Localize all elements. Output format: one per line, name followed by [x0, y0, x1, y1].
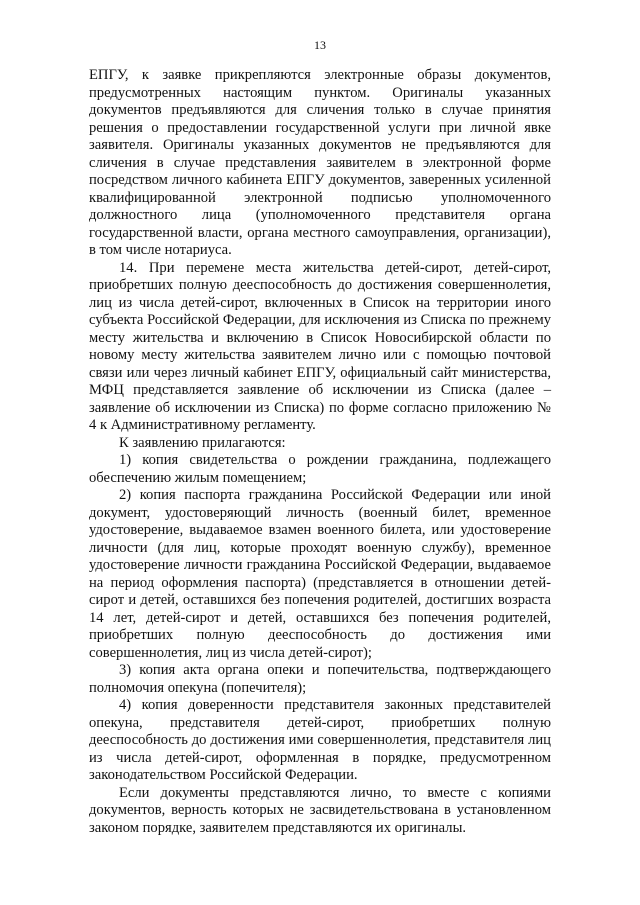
- list-item-1: 1) копия свидетельства о рождении гражданина, подлежащего обеспечению жилым помещением;: [89, 452, 551, 486]
- list-item-2: 2) копия паспорта гражданина Российской Федерации или иной документ, удостоверяющий личность (военный билет, временное удостоверение, выдаваемое взамен военного билета, или удостоверение личности (для лиц, которые проходят военную службу), временное удостоверение личности гражданина Российской Федерации, выдаваемое на период оформления паспорта) (представляется в отношении детей-сирот и детей, оставшихся без попечения родителей, достигших возраста 14 лет, детей-сирот и детей, оставшихся без попечения родителей, приобретших полную дееспособность до достижения ими совершеннолетия, лиц из числа детей-сирот);: [89, 487, 551, 661]
- paragraph-attachments-intro: К заявлению прилагаются:: [119, 434, 286, 451]
- list-item-4: 4) копия доверенности представителя законных представителей опекуна, представителя детей-сирот, приобретших полную дееспособность до достижения ими совершеннолетия, представителя лиц из числа детей-сирот, оформленная в порядке, предусмотренном законодательством Российской Федерации.: [89, 697, 551, 783]
- list-item-3: 3) копия акта органа опеки и попечительства, подтверждающего полномочия опекуна (попечителя);: [89, 662, 551, 696]
- paragraph-item-14: 14. При перемене места жительства детей-сирот, детей-сирот, приобретших полную дееспособность до достижения совершеннолетия, лиц из числа детей-сирот, включенных в Список на территории иного субъекта Российской Федерации, для исключения из Списка по прежнему месту жительства и включению в Список Новосибирской области по новому месту жительства заявителем лично или с помощью почтовой связи или через личный кабинет ЕПГУ, официальный сайт министерства, МФЦ представляется заявление об исключении из Списка (далее – заявление об исключении из Списка) по форме согласно приложению № 4 к Административному регламенту.: [89, 259, 551, 433]
- paragraph-continuation: ЕПГУ, к заявке прикрепляются электронные образы документов, предусмотренных настоящим пунктом. Оригиналы указанных документов предъявляются для сличения только в случае принятия решения о предоставлении государственной услуги при личной явке заявителя. Оригиналы указанных документов не предъявляются для сличения в случае представления заявителем в электронной форме посредством личного кабинета ЕПГУ документов, заверенных усиленной квалифицированной электронной подписью уполномоченного должностного лица (уполномоченного представителя органа государственной власти, органа местного самоуправления, организации), в том числе нотариуса.: [89, 67, 551, 258]
- paragraph-originals: Если документы представляются лично, то вместе с копиями документов, верность которых не засвидетельствована в установленном законом порядке, заявителем представляются их оригиналы.: [89, 784, 551, 836]
- page-number: 13: [314, 38, 326, 52]
- document-body: [89, 67, 551, 837]
